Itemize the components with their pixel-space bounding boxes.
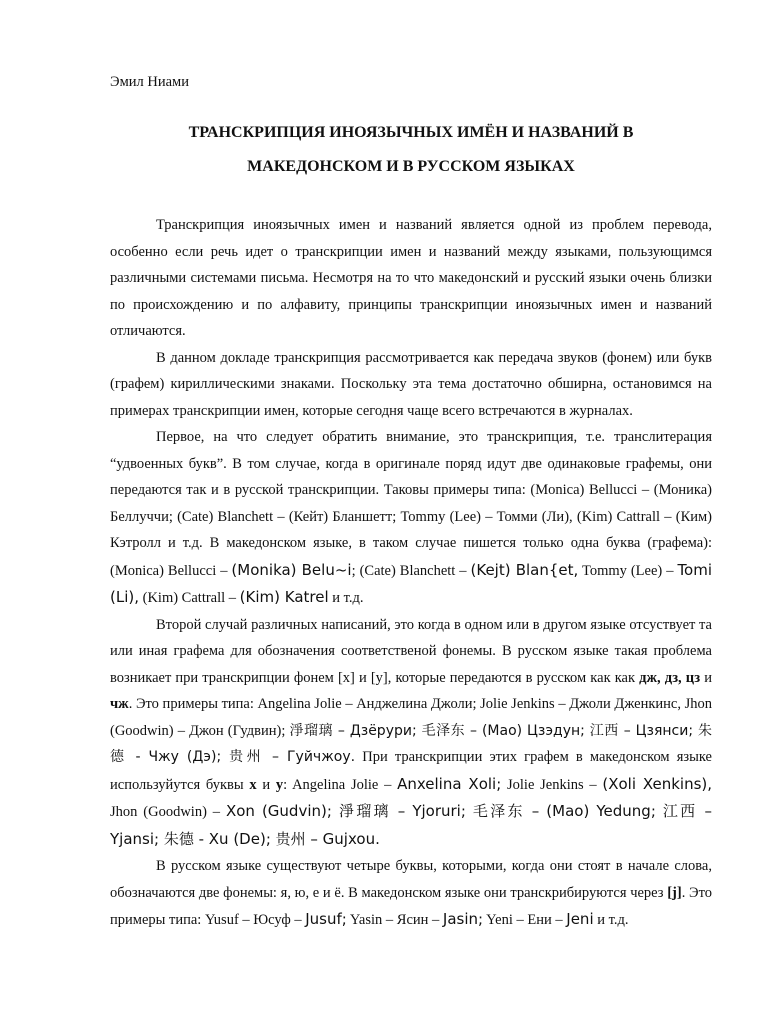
p4-bold-1: дж, дз, цз [639,669,701,686]
p4-text-1: Второй случай различных написаний, это когда в одном или в другом языке отсуствует та или иная графема для обозначения соответственой фонемы. В русском языке такая проблема возникает при транскрипции фонем [x] и [y], которые передаются в русском как как [110,616,712,686]
p4-bold-3: x [249,776,257,793]
p5-macedonian-3: Jeni [566,910,594,928]
p3-macedonian-2: (Kejt) Blan{et, [470,560,579,579]
p5-text-4: Yeni – Ени – [483,912,567,928]
p4-text-6: : Angelina Jolie – [283,776,398,793]
paragraph-1: Транскрипция иноязычных имен и названий является одной из проблем перевода, особенно если речь идет о транскрипции имен и названий между языками, пользующимся различными системами письма. Несмотря на то что македонский и русский языки очень близки по происхождению и по алфавиту, принципы транскрипции иноязычных имен и названий отличаются. [110,217,712,339]
p4-text-5: и [256,776,276,793]
document-title [110,116,712,184]
p5-bold-1: [j] [667,884,682,901]
p5-macedonian-2: Jasin; [442,910,484,928]
paragraph-5 [110,853,712,934]
p3-text-1: Первое, на что следует обратить внимание, это транскрипция, т.е. транслитерация “удвоенных букв”. В том случае, когда в оригинале поряд идут две одинаковые графемы, они передаются так и в русской транскрипции. Таковы примеры типа: (Monica) Bellucci – (Моника) Беллуччи; (Cate) Blanchett – (Кейт) Бланшетт; Tommy (Lee) – Томми (Ли), (Kim) Cattrall – (Ким) Кэтролл и т.д. В македонском языке, в таком случае пишется только одна буква (графема): (Monica) Bellucci – [110,429,712,579]
p4-bold-2: чж [110,696,129,712]
p3-text-2: ; (Cate) Blanchett – [351,562,471,579]
title-line-1: ТРАНСКРИПЦИЯ ИНОЯЗЫЧНЫХ ИМЁН И НАЗВАНИЙ В [188,124,634,141]
p3-text-3: Tommy (Lee) – [578,562,678,579]
p3-text-5: и т.д. [328,590,364,606]
p4-macedonian-3: Xon (Gudvin); 淨瑠璃 – Yjoruri; 毛泽东 – (Mao) Yedung; 江西 – Yjansi; 朱德 - Xu (De); 贵州 – Gujxou. [110,802,712,848]
title-line-2: МАКЕДОНСКОМ И В РУССКОМ ЯЗЫКАХ [247,158,575,175]
p4-text-4: При транскрипции этих графем в македонском языке используйутся буквы [110,749,712,793]
paragraph-2: В данном докладе транскрипция рассмотривается как передача звуков (фонем) или букв (графем) кириллическими знаками. Поскольку эта тема достаточно обширна, остановимся на примерах транскрипции имен, которые сегодня чаще всего встречаются в журналах. [110,349,712,419]
p4-bold-4: y [275,776,284,793]
p4-text-7: Jolie Jenkins – [501,776,603,793]
paragraph-3 [110,424,712,612]
p5-macedonian-1: Jusuf; [305,910,347,928]
p5-text-5: и т.д. [593,912,629,928]
p4-macedonian-1: Anxelina Xoli; [397,774,502,793]
author-name: Эмил Ниами [110,74,189,90]
p5-text-3: Yasin – Ясин – [346,912,443,928]
p3-text-4: (Kim) Cattrall – [139,590,240,606]
p4-cjk-examples: 淨瑠璃 – Дзёрури; 毛泽东 – (Мао) Цзэдун; 江西 – Цзянси; 朱德 - Чжу (Дэ); 贵州 – Гуйчжоу. [110,722,712,765]
p4-text-2: и [700,669,712,686]
paragraph-4 [110,612,712,854]
p3-macedonian-1: (Monika) Belu~i [231,560,352,579]
p3-macedonian-3: Tomi (Li), [110,560,713,606]
p5-text-2: . Это примеры типа: Yusuf – Юсуф – [110,884,712,928]
p4-text-3: . Это примеры типа: Angelina Jolie – Анджелина Джоли; Jolie Jenkins – Джоли Дженкинс, Jhon (Goodwin) – Джон (Гудвин); [110,696,712,739]
p4-macedonian-2: (Xoli Xenkins), [602,774,713,793]
p4-text-8: Jhon (Goodwin) – [110,804,226,820]
p5-text-1: В русском языке существуют четыре буквы, которыми, когда они стоят в начале слова, обозначаются две фонемы: я, ю, е и ё. В македонском языке они транскрибируются через [110,858,712,901]
p3-macedonian-4: (Kim) Katrel [239,588,329,606]
